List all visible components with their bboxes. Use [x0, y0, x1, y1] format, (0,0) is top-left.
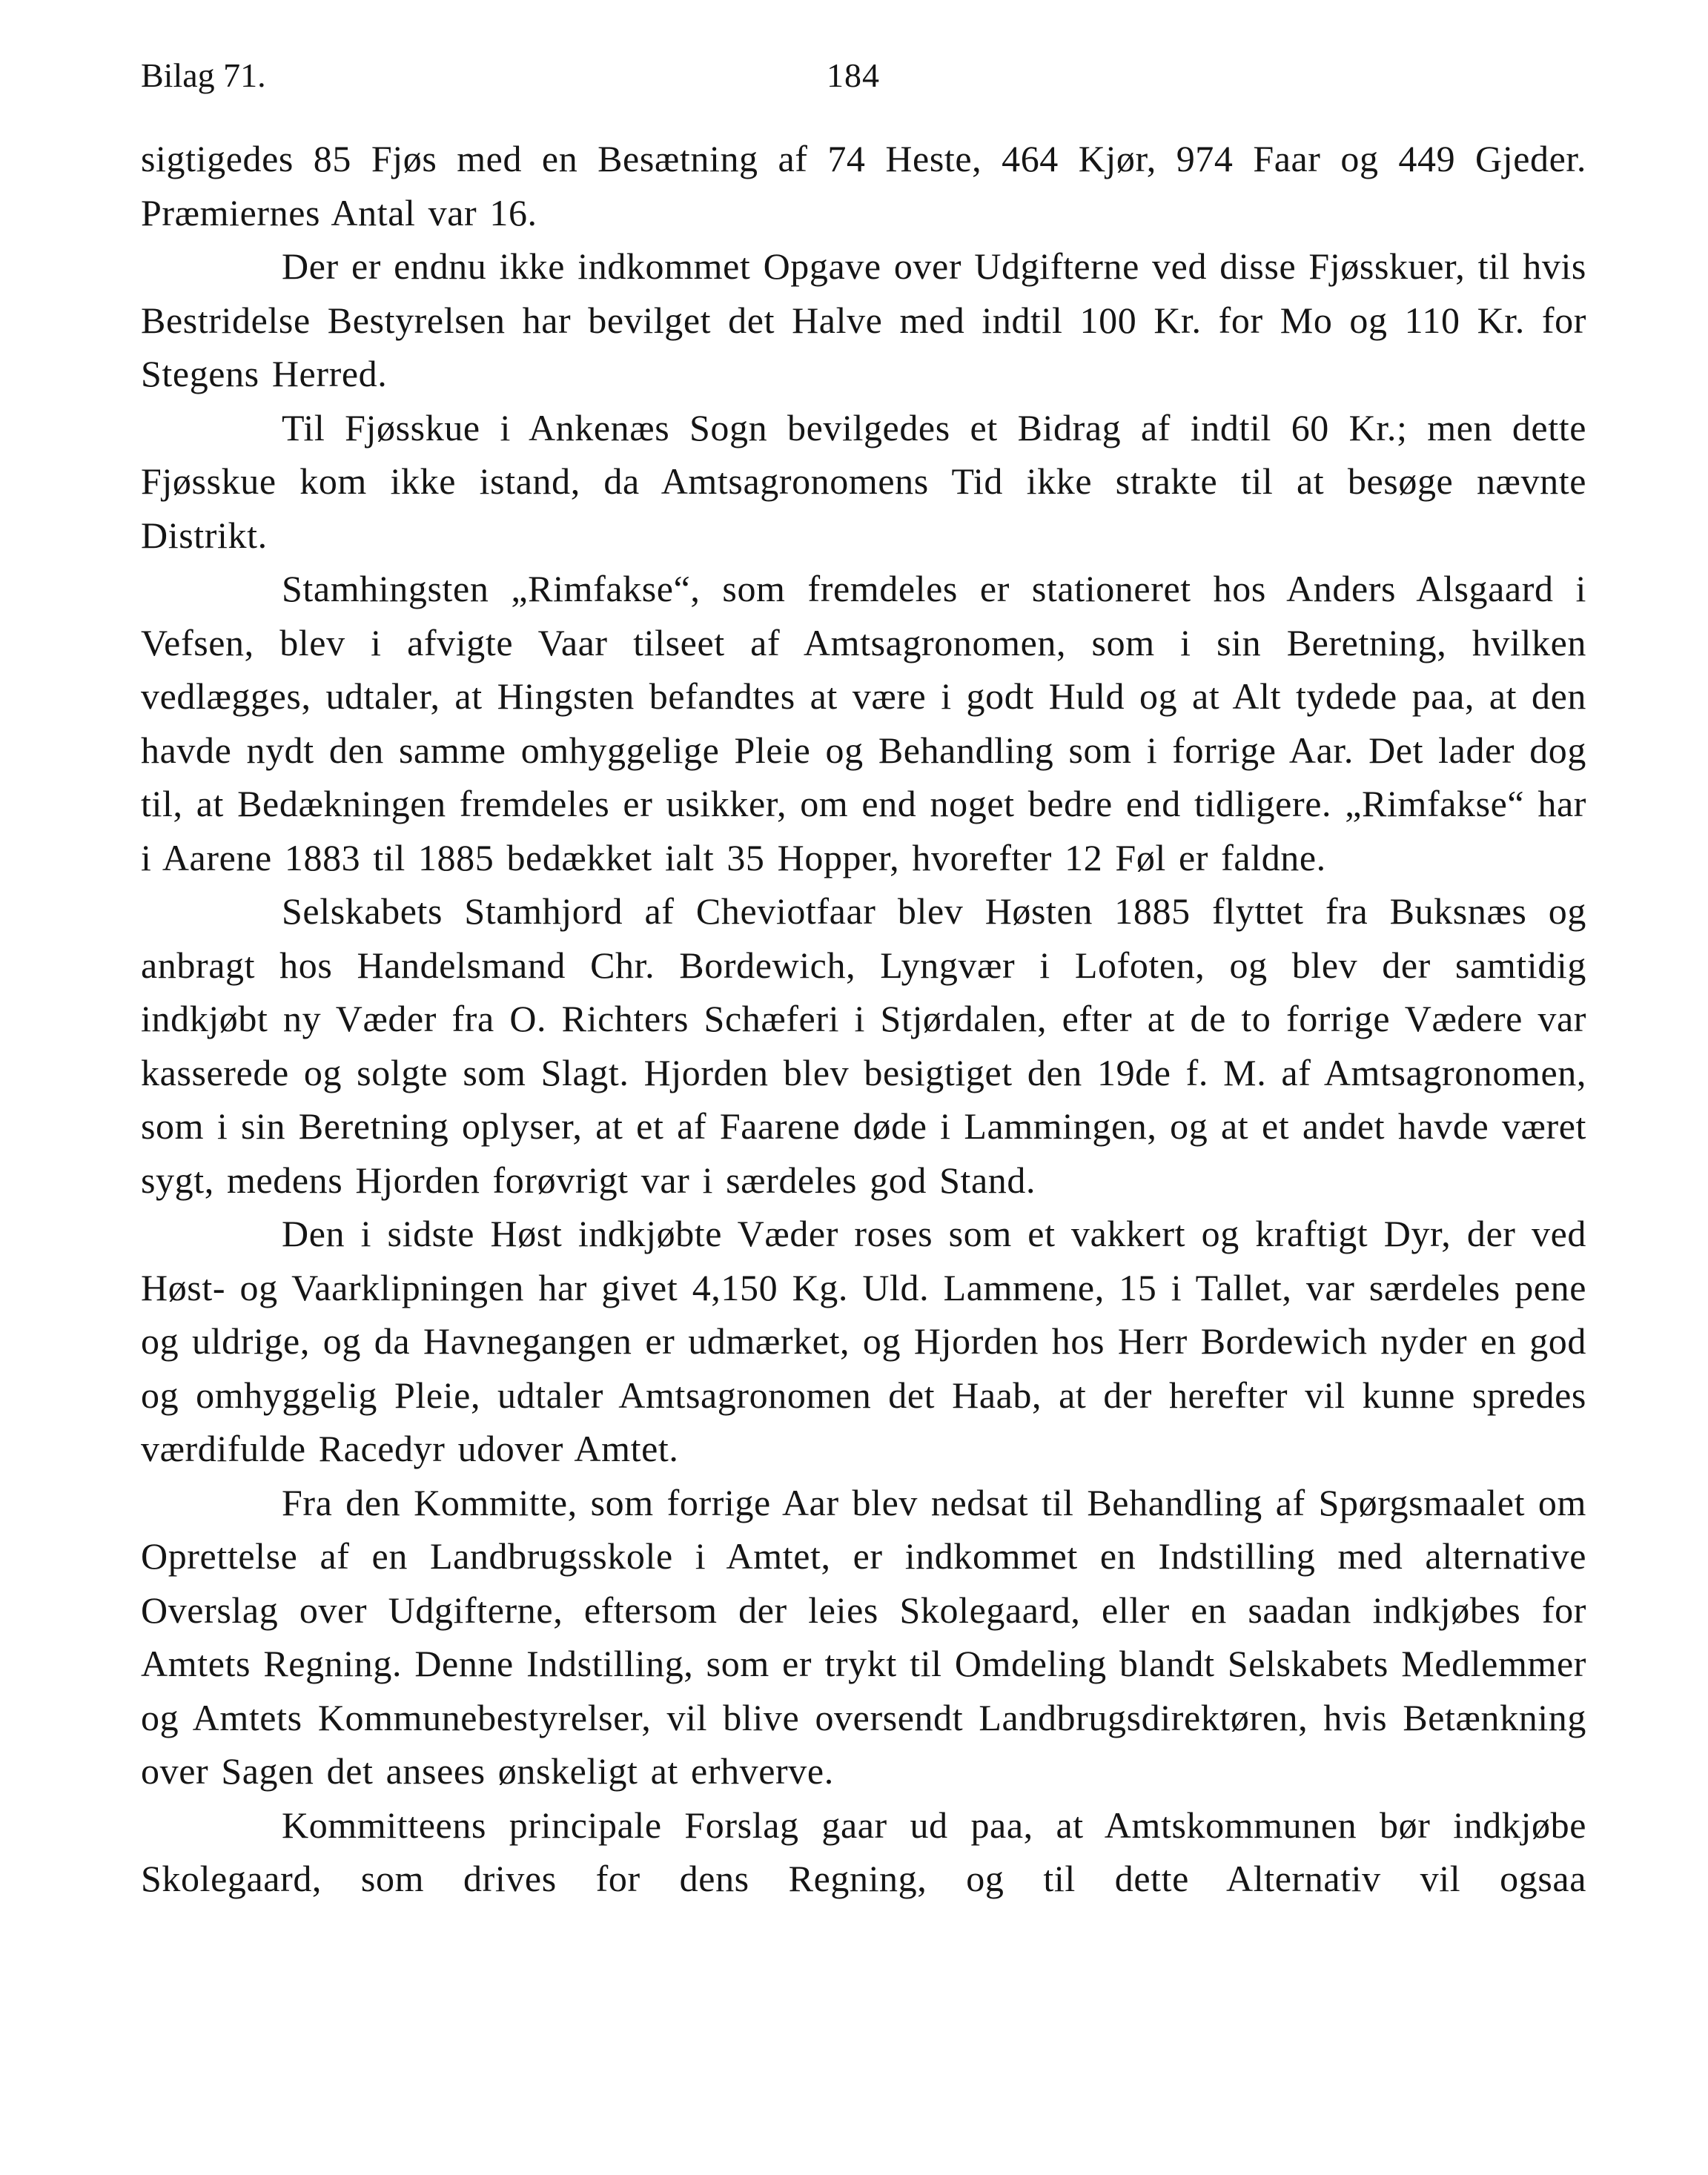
- paragraph-1: sigtigedes 85 Fjøs med en Besætning af 74 Heste, 464 Kjør, 974 Faar og 449 Gjeder. Præmiernes Antal var 16.: [141, 138, 1586, 234]
- page-header: [141, 53, 1586, 98]
- paragraph-7: Fra den Kommitte, som forrige Aar blev nedsat til Behandling af Spørgsmaalet om Oprettelse af en Landbrugsskole i Amtet, er indkommet en Indstilling med alternative Overslag over Udgifterne, eftersom der leies Skolegaard, eller en saadan indkjøbes for Amtets Regning. Denne Indstilling, som er trykt til Omdeling blandt Selskabets Medlemmer og Amtets Kommunebestyrelser, vil blive oversendt Landbrugsdirektøren, hvis Betænkning over Sagen det ansees ønskeligt at erhverve.: [141, 1481, 1586, 1792]
- paragraph-6: Den i sidste Høst indkjøbte Væder roses som et vakkert og kraftigt Dyr, der ved Høst- og Vaarklipningen har givet 4,150 Kg. Uld. Lammene, 15 i Tallet, var særdeles pene og uldrige, og da Havnegangen er udmærket, og Hjorden hos Herr Bordewich nyder en god og omhyggelig Pleie, udtaler Amtsagronomen det Haab, at der herefter vil kunne spredes værdifulde Racedyr udover Amtet.: [141, 1213, 1586, 1469]
- paragraph-3: Til Fjøsskue i Ankenæs Sogn bevilgedes et Bidrag af indtil 60 Kr.; men dette Fjøsskue kom ikke istand, da Amtsagronomens Tid ikke strakte til at besøge nævnte Distrikt.: [141, 406, 1586, 556]
- appendix-label: Bilag 71.: [141, 56, 266, 94]
- paragraph-4: Stamhingsten „Rimfakse“, som fremdeles er stationeret hos Anders Alsgaard i Vefsen, blev i afvigte Vaar tilseet af Amtsagronomen, som i sin Beretning, hvilken vedlægges, udtaler, at Hingsten befandtes at være i godt Huld og at Alt tydede paa, at den havde nydt den samme omhyggelige Pleie og Behandling som i forrige Aar. Det lader dog til, at Bedækningen fremdeles er usikker, om end noget bedre end tidligere. „Rimfakse“ har i Aarene 1883 til 1885 bedækket ialt 35 Hopper, hvorefter 12 Føl er faldne.: [141, 568, 1586, 878]
- page-number: 184: [827, 56, 880, 94]
- paragraph-5: Selskabets Stamhjord af Cheviotfaar blev Høsten 1885 flyttet fra Buksnæs og anbragt hos Handelsmand Chr. Bordewich, Lyngvær i Lofoten, og blev der samtidig indkjøbt ny Væder fra O. Richters Schæferi i Stjørdalen, efter at de to forrige Vædere var kasserede og solgte som Slagt. Hjorden blev besigtiget den 19de f. M. af Amtsagronomen, som i sin Beretning oplyser, at et af Faarene døde i Lammingen, og at et andet havde været sygt, medens Hjorden forøvrigt var i særdeles god Stand.: [141, 890, 1586, 1201]
- body-text: [141, 132, 1586, 1906]
- paragraph-8: Kommitteens principale Forslag gaar ud paa, at Amtskommunen bør indkjøbe Skolegaard, som drives for dens Regning, og til dette Alternativ vil ogsaa: [141, 1804, 1586, 1899]
- paragraph-2: Der er endnu ikke indkommet Opgave over Udgifterne ved disse Fjøsskuer, til hvis Bestridelse Bestyrelsen har bevilget det Halve med indtil 100 Kr. for Mo og 110 Kr. for Stegens Herred.: [141, 245, 1586, 394]
